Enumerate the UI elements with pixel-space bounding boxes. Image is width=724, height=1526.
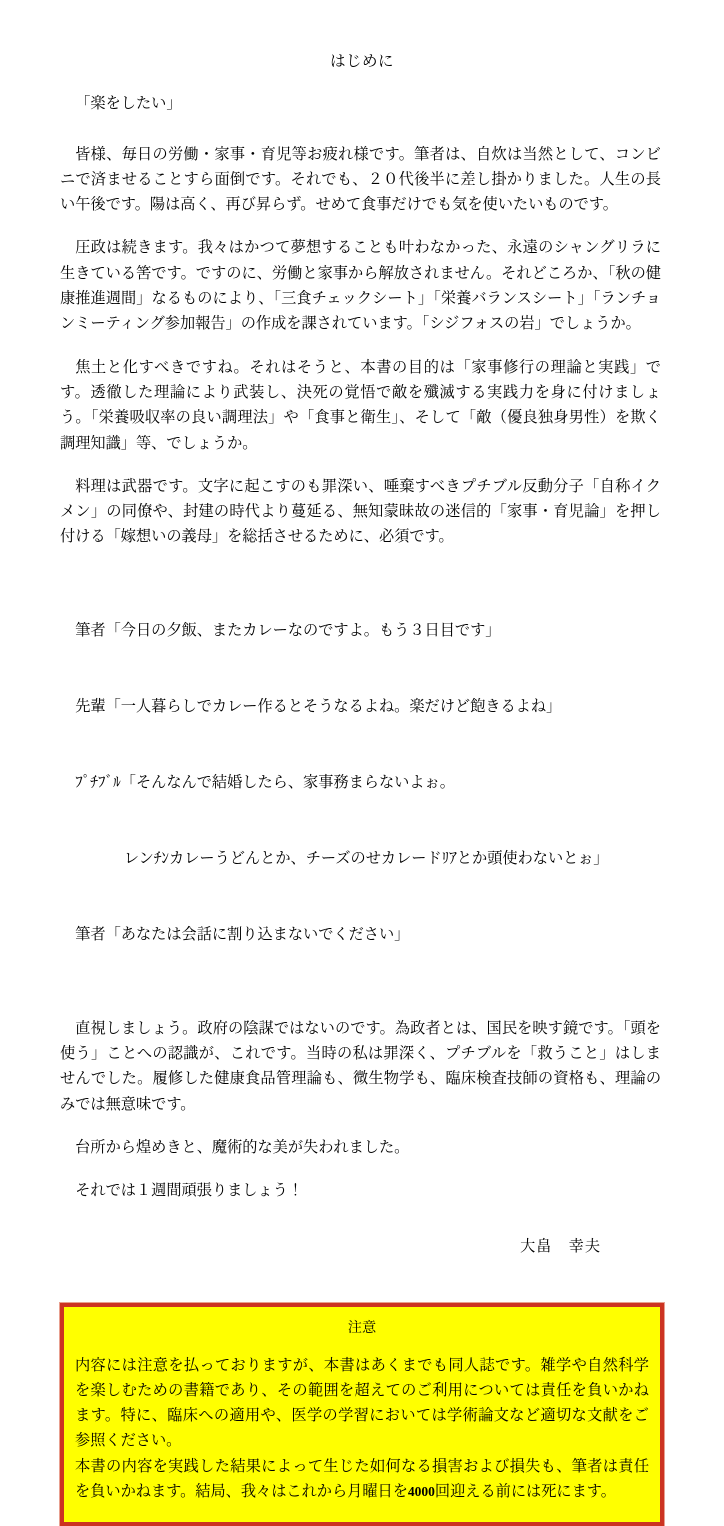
page-title: はじめに [329,53,394,70]
paragraph-2: 圧政は続きます。我々はかつて夢想することも叶わなかった、永遠のシャングリラに生きている筈です。ですのに、労働と家事から解放されません。それどころか、「秋の健康推進週間」なるものにより、「三食チェックシート」「栄養バランスシート」「ランチョンミーティング参加報告」の作成を課されています。「シジフォスの岩」でしょうか。 [60,239,661,333]
author-signature: 大畠 幸夫 [520,1237,601,1255]
dialogue-line-2: 先輩「一人暮らしでカレー作るとそうなるよね。楽だけど飽きるよね」 [75,698,562,716]
notice-paragraph-1-text: 内容には注意を払っておりますが、本書はあくまでも同人誌です。雑学や自然科学を楽しむための書籍であり、その範囲を超えてのご利用については責任を負いかねます。特に、臨床への適用や、医学の学習においては学術論文など適切な文献をご参照ください。 [75,1356,649,1450]
notice-paragraph-2-before: 本書の内容を実践した結果によって生じた如何なる損害および損失も、筆者は責任を負いかねます。結局、我々はこれから月曜日を [75,1457,650,1501]
spacer [60,337,661,355]
spacer [60,217,661,235]
notice-title: 注意 [347,1319,377,1336]
spacer [60,456,661,474]
notice-wrapper [0,1303,724,1526]
dialogue-line-3: ﾌﾟﾁﾌﾞﾙ「そんなんで結婚したら、家事務まらないよぉ。 [75,774,455,792]
spacer [60,1117,661,1135]
dialogue-block [60,568,661,998]
paragraph-1: 皆様、毎日の労働・家事・育児等お疲れ様です。筆者は、自炊は当然として、コンビニで済ませることすら面倒です。それでも、２０代後半に差し掛かりました。人生の長い午後です。陽は高く、再び昇らず。せめて食事だけでも気を使いたいものです。 [60,145,661,214]
spacer [60,117,661,142]
notice-box [60,1303,664,1526]
notice-paragraph-2 [75,1454,649,1505]
subtitle-line: 「楽をしたい」 [75,95,182,113]
spacer [60,998,661,1016]
notice-count-number: 4000 [407,1484,435,1500]
document-body [0,73,724,1258]
notice-paragraph-2-after: 回迎える前には死にます。 [434,1483,616,1501]
spacer [60,73,661,91]
spacer [60,1204,661,1234]
paragraph-4: 料理は武器です。文字に起こすのも罪深い、唾棄すべきプチブル反動分子「自称イクメン」の同僚や、封建の時代より蔓延る、無知蒙昧故の迷信的「家事・育児論」を押し付ける「嫁想いの義母」を総括させるために、必須です。 [60,477,661,546]
notice-paragraph-1 [75,1353,649,1454]
paragraph-6: 台所から煌めきと、魔術的な美が失われました。 [75,1138,410,1156]
spacer [60,1160,661,1178]
spacer [60,550,661,568]
dialogue-line-1: 筆者「今日の夕飯、またカレーなのですよ。もう３日目です」 [75,622,501,640]
dialogue-line-4: レンﾁﾝカレーうどんとか、チーズのせカレードﾘｱとか頭使わないとぉ」 [123,849,609,867]
paragraph-5: 直視しましょう。政府の陰謀ではないのです。為政者とは、国民を映す鏡です。「頭を使う」ことへの認識が、これです。当時の私は罪深く、プチブルを「救うこと」はしませんでした。履修した健康食品管理論も、微生物学も、臨床検査技師の資格も、理論のみでは無意味です。 [60,1019,661,1113]
dialogue-line-5: 筆者「あなたは会話に割り込まないでください」 [75,925,410,943]
paragraph-3: 焦土と化すべきですね。それはそうと、本書の目的は「家事修行の理論と実践」です。透徹した理論により武装し、決死の覚悟で敵を殲滅する実践力を身に付けましょう。「栄養吸収率の良い調理法」や「食事と衛生」、そして「敵（優良独身男性）を欺く調理知識」等、でしょうか。 [60,358,661,452]
paragraph-7: それでは１週間頑張りましょう！ [75,1182,303,1200]
